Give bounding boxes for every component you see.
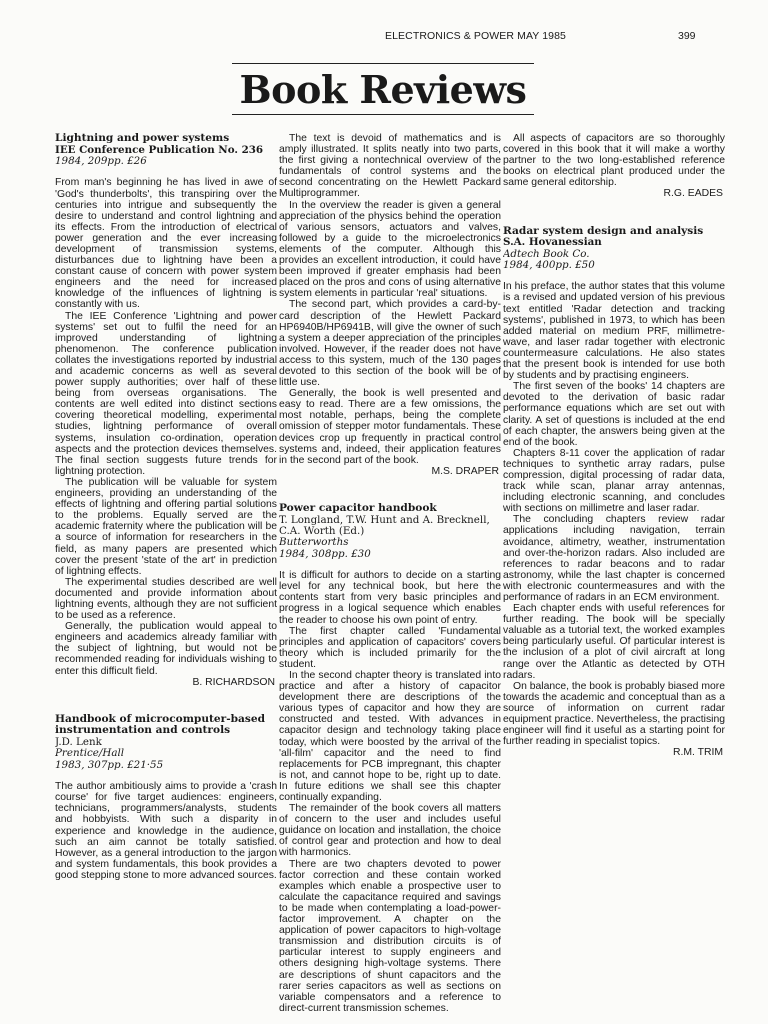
review-title: Radar system design and analysis bbox=[503, 224, 704, 237]
review-paragraph: The IEE Conference 'Lightning and power systems' set out to fulfil the need for an improved understanding of lightning phenomenon. The conference publication collates the investigations reported by industrial and academic concerns as well as several power supply authorities; over half of these being from overseas organisations. The contents are well edited into distinct sections covering theoretical modelling, experimental studies, lightning performance of overall systems, insulation co-ordination, operation aspects and the protection devices themselves. The final section suggests future trends for lightning protection. bbox=[55, 310, 277, 477]
review-author: S.A. Hovanessian bbox=[503, 236, 602, 249]
review-title: Lightning and power systems bbox=[55, 133, 230, 144]
review-pub-info: 1984, 400pp. £50 bbox=[503, 258, 595, 271]
review-title: Handbook of microcomputer-based instrumentation and controls bbox=[55, 712, 266, 737]
review-pub-info: 1984, 308pp. £30 bbox=[279, 547, 371, 560]
review-lightning bbox=[55, 133, 277, 688]
journal-issue: ELECTRONICS & POWER MAY 1985 bbox=[385, 30, 566, 42]
review-series: IEE Conference Publication No. 236 bbox=[55, 143, 264, 156]
page-header bbox=[0, 30, 768, 46]
review-paragraph: There are two chapters devoted to power factor correction and these contain worked examples which enable a prospective user to calculate the capacitance required and savings to be made when contemplating a load-power-factor improvement. A chapter on the application of power capacitors to high-voltage transmission and distribution circuits is of particular interest to supply engineers and others designing high-voltage systems. There are descriptions of shunt capacitors and the rarer series capacitors as well as sections on variable compensators and a reference to direct-current transmission schemes. bbox=[279, 858, 501, 1013]
title-rule-bottom bbox=[232, 114, 534, 115]
review-paragraph: The text is devoid of mathematics and is amply illustrated. It splits neatly into two parts, the first giving a nontechnical overview of the fundamentals of control systems and the second concentrating on the Hewlett Packard Multiprogrammer. bbox=[279, 133, 501, 200]
review-pub-info: 1984, 209pp. £26 bbox=[55, 155, 147, 167]
review-radar-system bbox=[503, 226, 725, 759]
review-pub-info: 1983, 307pp. £21·55 bbox=[55, 758, 164, 771]
review-paragraph: In the overview the reader is given a general appreciation of the physics behind the operation of various sensors, actuators and valves, followed by a guide to the microelectronics elements of the computer. Although this provides an excellent introduction, it could have been improved if greater emphasis had been placed on the pros and cons of using alternative system elements in particular 'real' situations. bbox=[279, 199, 501, 300]
review-paragraph: Generally, the book is well presented and easy to read. There are a few omissions, the most notable, perhaps, being the complete omission of stepper motor fundamentals. These devices crop up frequently in practical control systems and, indeed, their application features in the second part of the book. bbox=[279, 388, 501, 466]
review-paragraph: In his preface, the author states that this volume is a revised and updated version of his previous text entitled 'Radar detection and tracking systems', published in 1973, to which has been added material on medium PRF, millimetre-wave, and laser radar together with electronic countermeasure calculations. He also states that the present book is intended for use both by students and by practising engineers. bbox=[503, 281, 725, 382]
review-publisher: Adtech Book Co. bbox=[503, 247, 590, 260]
column-3 bbox=[503, 133, 725, 1013]
reviewer-name: R.M. TRIM bbox=[672, 747, 723, 759]
review-publisher: Butterworths bbox=[279, 536, 349, 549]
review-paragraph: The first seven of the books' 14 chapters are devoted to the derivation of basic radar performance equations which are set out with clarity. A set of questions is included at the end of each chapter, the answers being given at the end of the book. bbox=[503, 381, 725, 448]
review-paragraph: The first chapter called 'Fundamental principles and application of capacitors' covers theory which is included primarily for the student. bbox=[279, 625, 501, 670]
review-power-capacitor bbox=[279, 503, 501, 1013]
section-title: Book Reviews bbox=[239, 67, 527, 112]
review-authors: T. Longland, T.W. Hunt and A. Brecknell, C.A. Worth (Ed.) bbox=[279, 513, 490, 537]
column-2 bbox=[279, 133, 501, 1013]
review-paragraph: The experimental studies described are well documented and provide information about lightning events, although they are not sufficient to be used as a reference. bbox=[55, 576, 277, 622]
review-paragraph: The concluding chapters review radar applications including navigation, terrain avoidance, altimetry, weather, instrumentation and over-the-horizon radars. Also included are references to radar beacons and to radar astronomy, while the last chapter is concerned with electronic countermeasures and with the performance of radars in an ECM environment. bbox=[503, 514, 725, 603]
review-paragraph: The remainder of the book covers all matters of concern to the user and includes useful guidance on location and installation, the choice of control gear and protection and how to deal with harmonics. bbox=[279, 803, 501, 859]
review-paragraph: In the second chapter theory is translated into practice and after a history of capacitor development there are descriptions of the various types of capacitor and how they are constructed and tested. With advances in capacitor design and technology taking place today, which were boosted by the arrival of the 'all-film' capacitor and the need to find replacements for PCB impregnant, this chapter is not, and cannot hope to be, right up to date. In future editions we shall see this chapter continually expanding. bbox=[279, 669, 501, 803]
review-paragraph: All aspects of capacitors are so thoroughly covered in this book that it will make a worthy partner to the two long-established reference books on electrical plant produced under the same general editorship. bbox=[503, 133, 725, 189]
review-microcomputer-handbook bbox=[55, 714, 277, 881]
title-rule-top bbox=[232, 63, 534, 64]
reviewer-name: M.S. DRAPER bbox=[431, 465, 499, 477]
review-title: Power capacitor handbook bbox=[279, 501, 437, 514]
review-publisher: Prentice/Hall bbox=[55, 747, 125, 760]
review-paragraph: The second part, which provides a card-by-card description of the Hewlett Packard HP6940B/HP6941B, will give the owner of such a system a deeper appreciation of the principles involved. However, if the reader does not have access to this system, much of the 130 pages devoted to this section of the book will be of little use. bbox=[279, 299, 501, 389]
column-1 bbox=[55, 133, 277, 1013]
page-number: 399 bbox=[678, 30, 696, 42]
review-paragraph: The publication will be valuable for system engineers, providing an understanding of the effects of lightning and offering partial solutions to the problems. Equally served are the academic fraternity where the publication will be a source of information for researchers in the field, as many papers are presented which cover the present 'state of the art' in prediction of lightning effects. bbox=[55, 476, 277, 577]
review-paragraph: It is difficult for authors to decide on a starting level for any technical book, but here the contents start from very basic principles and progress in a logical sequence which enables the reader to choose his own point of entry. bbox=[279, 570, 501, 626]
review-paragraph: On balance, the book is probably biased more towards the academic and conceptual than as a source of information on current radar equipment practice. Nevertheless, the practising engineer will find it useful as a starting point for further reading in specialist topics. bbox=[503, 680, 725, 748]
review-paragraph: The author ambitiously aims to provide a 'crash course' for five target audiences: engineers, technicians, programmers/analysts, students and hobbyists. With such a disparity in experience and knowledge in the audience, such an aim cannot be totally satisfied. However, as a general introduction to the jargon and system fundamentals, this book provides a good stepping stone to more advanced sources. bbox=[55, 781, 277, 881]
review-paragraph: Chapters 8-11 cover the application of radar techniques to synthetic array radars, pulse compression, digital processing of radar data, track while scan, planar array antennas, including electronic scanning, and concludes with sections on millimetre and laser radar. bbox=[503, 447, 725, 515]
review-paragraph: From man's beginning he has lived in awe of 'God's thunderbolts', this transpiring over the centuries into intrigue and subsequently the desire to understand and control lightning and its effects. From the introduction of electrical power generation and the ever increasing development of transmission systems, disturbances due to lightning have been a constant cause of concern with power system engineers and the need for increased knowledge of the influences of lightning is constantly with us. bbox=[55, 177, 277, 311]
review-paragraph: Generally, the publication would appeal to engineers and academics already familiar with the subject of lightning, but would not be recommended reading for individuals wishing to enter this difficult field. bbox=[55, 621, 277, 677]
review-author: J.D. Lenk bbox=[55, 735, 102, 748]
reviewer-name: R.G. EADES bbox=[663, 188, 723, 200]
review-paragraph: Each chapter ends with useful references for further reading. The book will be specially valuable as a tutorial text, the worked examples being particularly useful. Of particular interest is the inclusion of a plot of civil aircraft at long range over the Atlantic as detected by OTH radars. bbox=[503, 603, 725, 681]
reviewer-name: B. RICHARDSON bbox=[192, 676, 275, 688]
